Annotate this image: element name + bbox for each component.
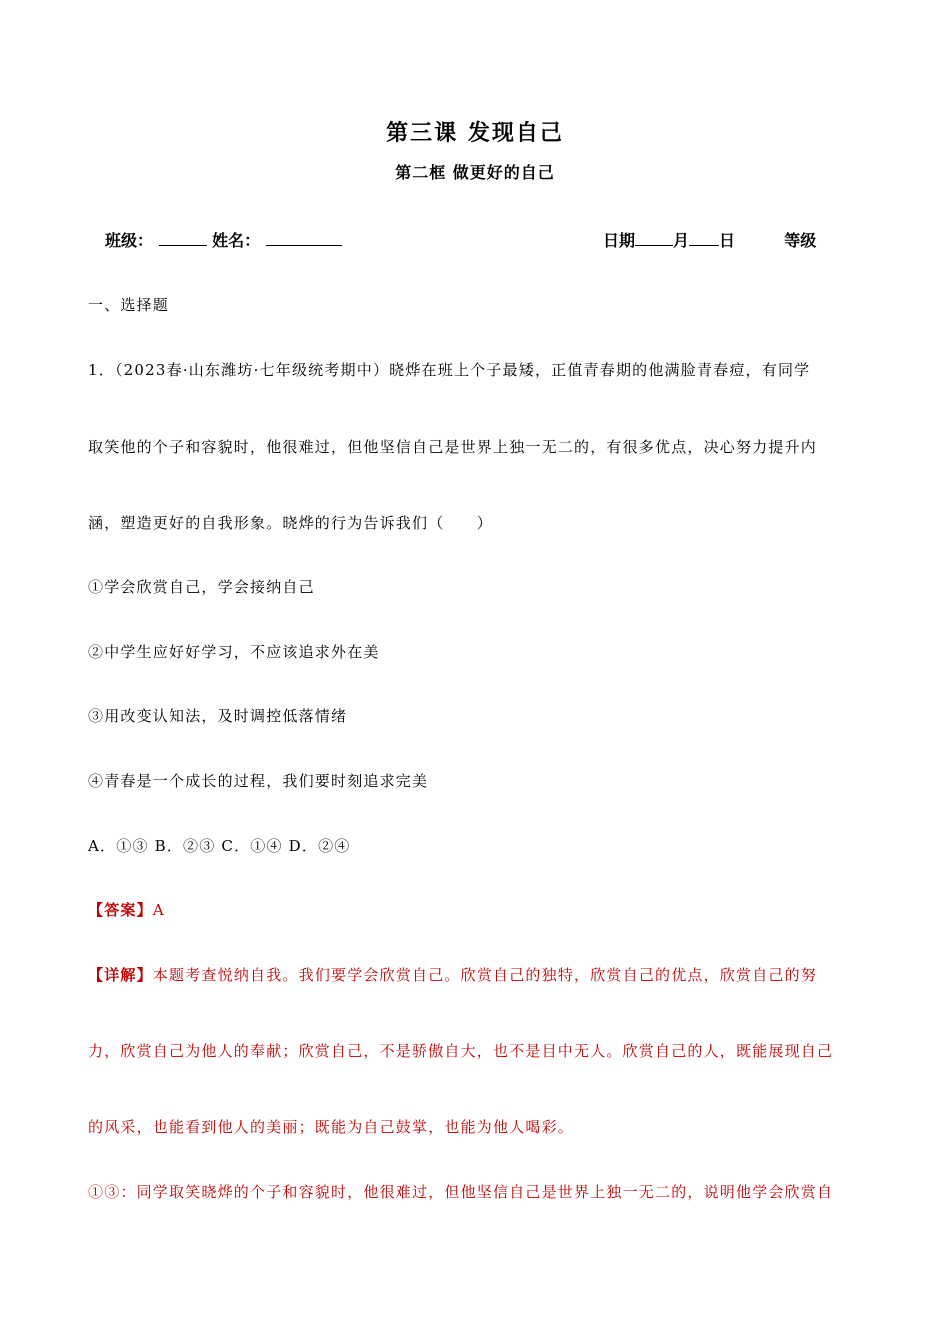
page-subtitle: 第二框 做更好的自己: [395, 163, 555, 182]
student-info: [105, 228, 342, 251]
explanation-line: 的风采，也能看到他人的美丽；既能为自己鼓掌，也能为他人喝彩。: [88, 1118, 575, 1136]
section-heading: 一、选择题: [88, 296, 170, 314]
page-title: 第三课 发现自己: [386, 120, 564, 146]
option-1: ①学会欣赏自己，学会接纳自己: [88, 578, 315, 596]
class-blank[interactable]: [159, 231, 207, 246]
explanation-tag: 【详解】: [88, 966, 153, 984]
month-label: 月: [673, 231, 690, 250]
question-line: 涵，塑造更好的自我形象。晓烨的行为告诉我们（ ）: [88, 514, 494, 532]
answer-value: A: [152, 901, 165, 919]
question-line: 取笑他的个子和容貌时，他很难过，但他坚信自己是世界上独一无二的，有很多优点，决心努力提升内: [88, 438, 818, 456]
explanation-text: 本题考查悦纳自我。我们要学会欣赏自己。欣赏自己的独特，欣赏自己的优点，欣赏自己的努: [152, 966, 818, 984]
day-label: 日: [719, 231, 736, 250]
explanation-line: 力，欣赏自己为他人的奉献；欣赏自己，不是骄傲自大，也不是目中无人。欣赏自己的人，既能展现自己: [88, 1042, 834, 1060]
class-label: 班级：: [105, 231, 154, 250]
name-label: 姓名：: [212, 231, 261, 250]
answer-tag: 【答案】: [88, 901, 153, 919]
date-label: 日期: [603, 231, 636, 250]
option-4: ④青春是一个成长的过程，我们要时刻追求完美: [88, 772, 429, 790]
answer-line: [88, 899, 165, 920]
explanation-line: ①③：同学取笑晓烨的个子和容貌时，他很难过，但他坚信自己是世界上独一无二的，说明他学会欣赏自: [88, 1183, 834, 1201]
option-2: ②中学生应好好学习，不应该追求外在美: [88, 643, 380, 661]
explanation-line: [88, 964, 817, 985]
day-blank[interactable]: [689, 231, 719, 246]
question-line: 1．（2023春·山东潍坊·七年级统考期中）晓烨在班上个子最矮，正值青春期的他满脸青春痘，有同学: [88, 361, 811, 379]
option-3: ③用改变认知法，及时调控低落情绪: [88, 707, 348, 725]
month-blank[interactable]: [635, 231, 673, 246]
date-info: [603, 228, 816, 251]
grade-label: 等级: [784, 231, 817, 250]
answer-choices: A．①③ B．②③ C．①④ D．②④: [88, 837, 351, 855]
name-blank[interactable]: [266, 231, 342, 246]
